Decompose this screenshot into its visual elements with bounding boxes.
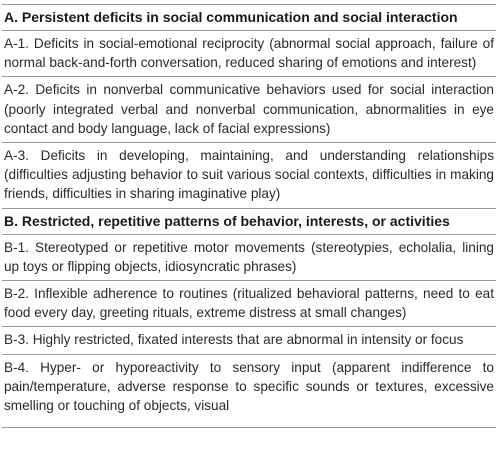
section-a-heading: A. Persistent deficits in social communication and social interaction bbox=[4, 9, 458, 25]
criterion-b2: B-2. Inflexible adherence to routines (ritualized behavioral patterns, need to eat food every day, greeting rituals, extreme distress at small changes) bbox=[4, 286, 494, 321]
table-bottom-rule bbox=[2, 427, 496, 428]
criterion-a2: A-2. Deficits in nonverbal communicative behaviors used for social interaction (poorly integrated verbal and nonverbal communication, abnormalities in eye contact and body language, lack of facial expressions) bbox=[4, 82, 494, 136]
criterion-b1: B-1. Stereotyped or repetitive motor movements (stereotypies, echolalia, lining up toys or flipping objects, idiosyncratic phrases) bbox=[4, 239, 494, 274]
criterion-a1: A-1. Deficits in social-emotional reciprocity (abnormal social approach, failure of normal back-and-forth conversation, reduced sharing of emotions and interest) bbox=[4, 36, 494, 71]
section-b-heading: B. Restricted, repetitive patterns of behavior, interests, or activities bbox=[4, 212, 450, 229]
criterion-b4: B-4. Hyper- or hyporeactivity to sensory input (apparent indifference to pain/temperature, adverse response to specific sounds or textures, excessive smelling or touching of objects, visual bbox=[4, 359, 494, 414]
criterion-b3: B-3. Highly restricted, fixated interests that are abnormal in intensity or focus bbox=[4, 332, 464, 348]
criterion-a3: A-3. Deficits in developing, maintaining, and understanding relationships (difficulties adjusting behavior to suit various social contexts, difficulties in making friends, difficulties in sharing imaginative play) bbox=[4, 148, 494, 202]
criteria-table bbox=[2, 4, 496, 428]
